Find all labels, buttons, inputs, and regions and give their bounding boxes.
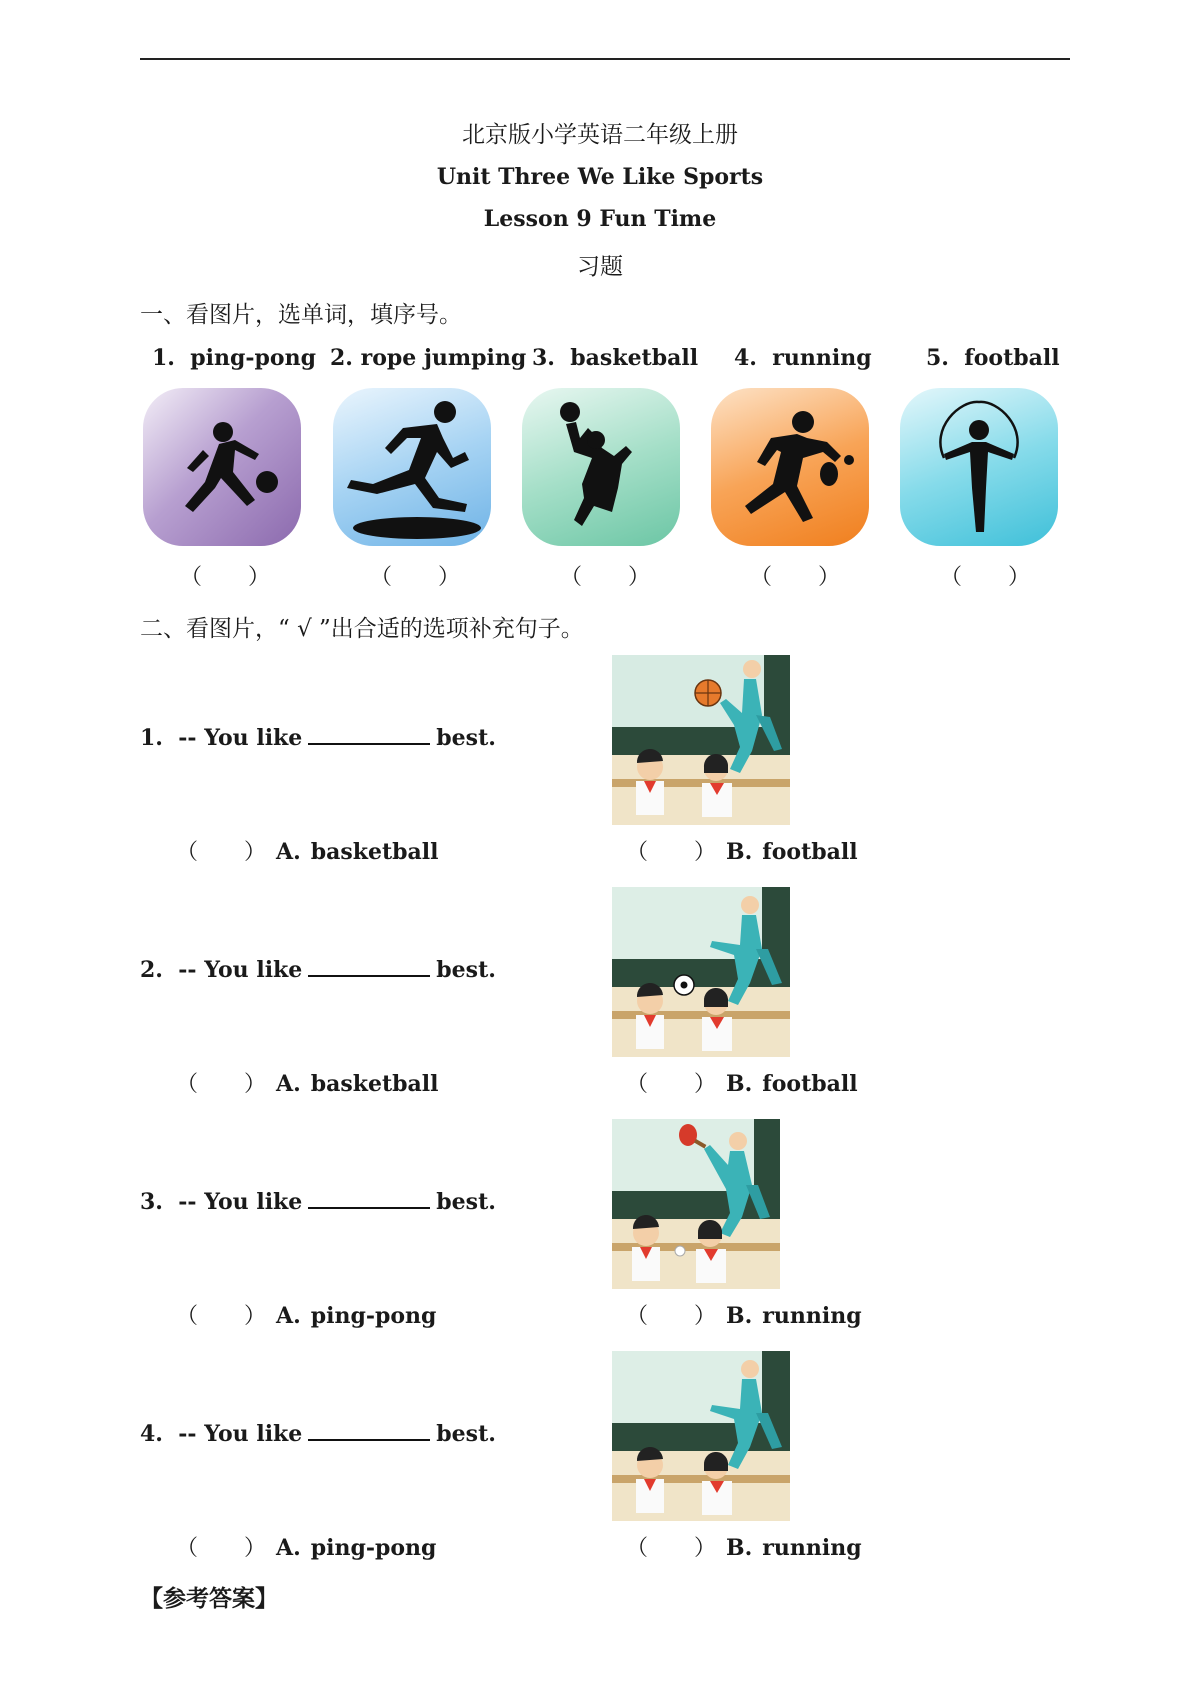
option-b-2[interactable]: （ ） B. football xyxy=(626,1071,858,1097)
word-option-2: 2. rope jumping xyxy=(330,345,527,371)
basketball-player-icon xyxy=(522,388,680,546)
fill-blank[interactable] xyxy=(308,1189,430,1209)
answer-blank-2[interactable]: （ ） xyxy=(370,565,460,590)
answer-blank-1[interactable]: （ ） xyxy=(180,565,270,590)
option-b-1[interactable]: （ ） B. football xyxy=(626,839,858,865)
answer-blank-4[interactable]: （ ） xyxy=(750,565,840,590)
question-2: 2. -- You like best. xyxy=(140,957,496,983)
option-a-2[interactable]: （ ） A. basketball xyxy=(176,1071,439,1097)
unit-title: Unit Three We Like Sports xyxy=(436,164,764,190)
rope-jumper-icon xyxy=(900,388,1058,546)
word-option-3: 3. basketball xyxy=(532,345,699,371)
option-b-3[interactable]: （ ） B. running xyxy=(626,1303,862,1329)
word-option-1: 1. ping-pong xyxy=(152,345,316,371)
answer-blank-3[interactable]: （ ） xyxy=(560,565,650,590)
question-3: 3. -- You like best. xyxy=(140,1189,496,1215)
worksheet-title: 习题 xyxy=(577,254,623,280)
option-b-4[interactable]: （ ） B. running xyxy=(626,1535,862,1561)
part2-instruction: 二、看图片，“ √ ”出合适的选项补充句子。 xyxy=(140,616,584,642)
fill-blank[interactable] xyxy=(308,725,430,745)
fill-blank[interactable] xyxy=(308,957,430,977)
football-scene-image xyxy=(612,887,790,1057)
running-scene-image xyxy=(612,1351,790,1521)
question-1: 1. -- You like best. xyxy=(140,725,496,751)
lesson-title: Lesson 9 Fun Time xyxy=(483,206,717,232)
basketball-scene-image xyxy=(612,655,790,825)
answers-heading: 【参考答案】 xyxy=(140,1585,278,1612)
header-rule xyxy=(140,58,1070,60)
runner-icon xyxy=(333,388,491,546)
ping-pong-scene-image xyxy=(612,1119,780,1289)
option-a-4[interactable]: （ ） A. ping-pong xyxy=(176,1535,437,1561)
ping-pong-player-icon xyxy=(711,388,869,546)
question-4: 4. -- You like best. xyxy=(140,1421,496,1447)
option-a-3[interactable]: （ ） A. ping-pong xyxy=(176,1303,437,1329)
answer-blank-5[interactable]: （ ） xyxy=(940,565,1030,590)
word-option-5: 5. football xyxy=(926,345,1060,371)
word-option-4: 4. running xyxy=(734,345,872,371)
fill-blank[interactable] xyxy=(308,1421,430,1441)
book-title: 北京版小学英语二年级上册 xyxy=(462,122,738,148)
option-a-1[interactable]: （ ） A. basketball xyxy=(176,839,439,865)
football-player-icon xyxy=(143,388,301,546)
part1-instruction: 一、看图片，选单词，填序号。 xyxy=(140,302,462,328)
